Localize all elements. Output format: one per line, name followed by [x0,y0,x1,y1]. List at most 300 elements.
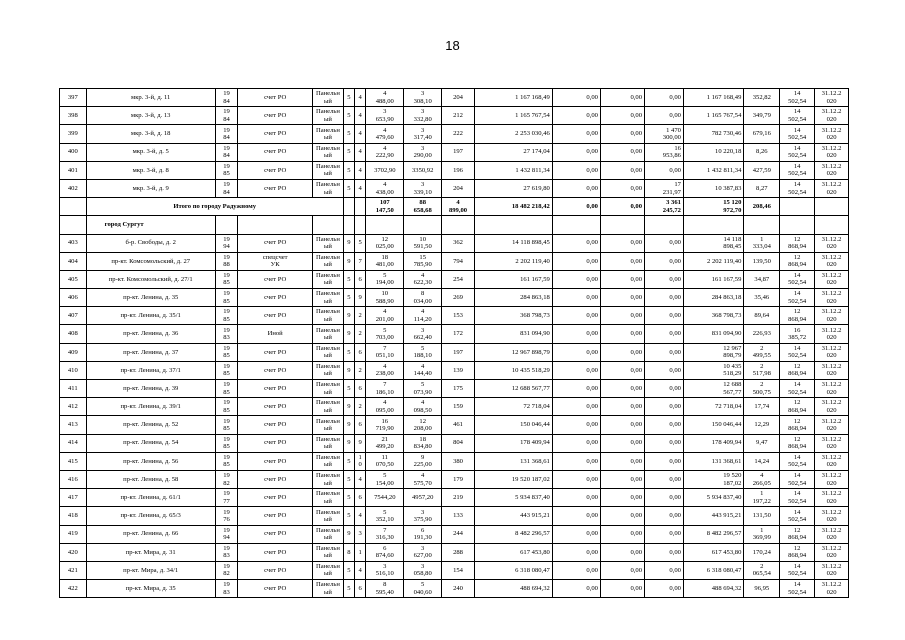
cell-a1: 4 479,60 [366,125,404,143]
cell-n: 405 [60,270,87,288]
cell-tot: 12 688 567,77 [474,380,552,398]
cell-n: 407 [60,307,87,325]
cell-pm: 4 266,05 [744,470,780,488]
cell-fl: 5 [343,580,354,598]
cell-empty [780,216,815,234]
cell-wall: Панельн ый [313,434,344,452]
cell-z1: 0,00 [552,416,600,434]
cell-a2: 4 575,70 [404,470,442,488]
cell-acct: счет РО [238,561,313,579]
cell-pm: 139,50 [744,252,780,270]
cell-a1: 12 025,00 [366,234,404,252]
cell-acct: счет РО [238,452,313,470]
cell-z3: 0,00 [645,289,684,307]
cell-z3: 0,00 [645,398,684,416]
cell-pers: 139 [442,361,475,379]
cell-ent: 6 [355,580,366,598]
cell-z1: 0,00 [552,89,600,107]
cell-pm: 349,79 [744,107,780,125]
cell-n: 399 [60,125,87,143]
cell-pm: 2 500,75 [744,380,780,398]
cell-z1: 0,00 [552,561,600,579]
cell-pers: 197 [442,143,475,161]
cell-z2: 0,00 [600,89,644,107]
cell-empty [60,216,87,234]
cell-tot: 443 915,21 [474,507,552,525]
cell-lim: 14 502,54 [780,580,815,598]
cell-acct: счет РО [238,489,313,507]
cell-a2: 4 622,30 [404,270,442,288]
cell-addr: пр-кт. Ленина, д. 54 [86,434,215,452]
cell-z1: 0,00 [552,234,600,252]
cell-acct: счет РО [238,398,313,416]
cell-tot: 12 967 898,79 [474,343,552,361]
cell-z2: 0,00 [600,543,644,561]
cell-date: 31.12.2 020 [815,434,849,452]
cell-pm: 12,29 [744,416,780,434]
cell-n: 420 [60,543,87,561]
cell-a2: 8 034,00 [404,289,442,307]
cell-z1: 0,00 [552,452,600,470]
cell-tot: 284 863,18 [474,289,552,307]
cell-wall: Панельн ый [313,325,344,343]
cell-ent: 6 [355,380,366,398]
cell-wall: Панельн ый [313,489,344,507]
city-label: город Сургут [86,216,215,234]
cell-addr: пр-кт. Комсомольский, д. 27 [86,252,215,270]
cell-acct: счет РО [238,434,313,452]
cell-year: 19 83 [215,580,238,598]
cell-own: 14 118 898,45 [683,234,743,252]
table-row [60,380,849,398]
cell-a2: 3 290,00 [404,143,442,161]
table-row [60,489,849,507]
cell-year: 19 76 [215,507,238,525]
cell-lim: 14 502,54 [780,270,815,288]
cell-pm: 2 499,55 [744,343,780,361]
cell-pers: 175 [442,380,475,398]
cell-a1: 3702,90 [366,161,404,179]
cell-pers: 794 [442,252,475,270]
cell-pm: 96,95 [744,580,780,598]
cell-z3: 16 953,86 [645,143,684,161]
cell-acct: счет РО [238,107,313,125]
table-row [60,289,849,307]
cell-a1: 18 481,00 [366,252,404,270]
cell-acct: счет РО [238,380,313,398]
cell-ent: 2 [355,398,366,416]
cell-lim: 14 502,54 [780,143,815,161]
cell-empty [355,216,366,234]
cell-lim: 16 385,72 [780,325,815,343]
cell-pers: 380 [442,452,475,470]
cell-pers: 222 [442,125,475,143]
cell-lim: 12 868,94 [780,525,815,543]
cell-year: 19 85 [215,289,238,307]
cell-year: 19 83 [215,543,238,561]
cell-a1: 4 238,00 [366,361,404,379]
cell-a2: 3 058,80 [404,561,442,579]
cell-ent: 6 [355,416,366,434]
cell-lim: 12 868,94 [780,252,815,270]
cell-addr: пр-кт. Ленина, д. 52 [86,416,215,434]
cell-a1: 3 516,10 [366,561,404,579]
cell-year: 19 85 [215,380,238,398]
table-row [60,398,849,416]
cell-fl: 5 [343,143,354,161]
cell-pm: 9,47 [744,434,780,452]
cell-z3: 0,00 [645,525,684,543]
cell-acct: счет РО [238,289,313,307]
cell-lim: 14 502,54 [780,107,815,125]
cell-lim: 12 868,94 [780,307,815,325]
cell-empty [683,216,743,234]
cell-ent: 4 [355,179,366,197]
cell-fl: 9 [343,307,354,325]
cell-pers: 172 [442,325,475,343]
cell-a1: 5 703,00 [366,325,404,343]
cell-fl: 5 [343,161,354,179]
cell-own: 150 046,44 [683,416,743,434]
cell-addr: пр-кт. Мира, д. 34/1 [86,561,215,579]
cell-date: 31.12.2 020 [815,525,849,543]
cell-pers: 204 [442,89,475,107]
cell-year: 19 94 [215,234,238,252]
cell-own: 368 798,73 [683,307,743,325]
cell-z1: 0,00 [552,143,600,161]
cell-addr: пр-кт. Ленина, д. 56 [86,452,215,470]
cell-lim: 14 502,54 [780,380,815,398]
cell-n: 410 [60,361,87,379]
cell-a2: 15 785,90 [404,252,442,270]
cell-z3: 0,00 [645,161,684,179]
cell-date: 31.12.2 020 [815,561,849,579]
cell-a2: 4 144,40 [404,361,442,379]
cell-year: 19 84 [215,143,238,161]
cell-a1: 4 488,00 [366,89,404,107]
cell-ent: 4 [355,561,366,579]
cell-date: 31.12.2 020 [815,452,849,470]
cell-lim: 14 502,54 [780,561,815,579]
cell-own: 488 694,32 [683,580,743,598]
cell-pm: 17,74 [744,398,780,416]
table-row [60,252,849,270]
cell-pm: 679,16 [744,125,780,143]
cell-date: 31.12.2 020 [815,470,849,488]
cell-z3: 0,00 [645,470,684,488]
cell-lim: 12 868,94 [780,543,815,561]
cell-addr: пр-кт. Ленина, д. 37/1 [86,361,215,379]
cell-fl: 9 [343,252,354,270]
cell-acct: счет РО [238,525,313,543]
cell-a1: 6 874,60 [366,543,404,561]
cell-z2: 0,00 [600,234,644,252]
cell-a1: 11 070,50 [366,452,404,470]
cell-ent: 7 [355,252,366,270]
cell-pers: 212 [442,107,475,125]
cell-date: 31.12.2 020 [815,289,849,307]
cell-z1: 0,00 [552,543,600,561]
cell-fl: 5 [343,289,354,307]
cell-lim: 12 868,94 [780,361,815,379]
cell-a1: 4 222,90 [366,143,404,161]
cell-a1: 4 201,00 [366,307,404,325]
cell-tot: 488 694,32 [474,580,552,598]
cell-own: 178 409,94 [683,434,743,452]
cell-acct: счет РО [238,507,313,525]
cell-z2: 0,00 [600,380,644,398]
cell-z3: 0,00 [645,580,684,598]
table-row [60,543,849,561]
cell-pm: 34,87 [744,270,780,288]
cell-a2: 4 098,50 [404,398,442,416]
cell-fl: 9 [343,234,354,252]
cell-n: 408 [60,325,87,343]
cell-n: 404 [60,252,87,270]
cell-acct: счет РО [238,161,313,179]
cell-n: 401 [60,161,87,179]
cell-lim: 14 502,54 [780,179,815,197]
total-area-1: 107 147,50 [366,198,404,216]
cell-date: 31.12.2 020 [815,161,849,179]
cell-z1: 0,00 [552,434,600,452]
cell-date: 31.12.2 020 [815,125,849,143]
cell-tot: 10 435 518,29 [474,361,552,379]
cell-tot: 8 482 296,57 [474,525,552,543]
table-row [60,452,849,470]
cell-date: 31.12.2 020 [815,580,849,598]
cell-addr: пр-кт. Ленина, д. 36 [86,325,215,343]
cell-z2: 0,00 [600,161,644,179]
cell-tot: 27 619,80 [474,179,552,197]
cell-year: 19 82 [215,470,238,488]
cell-a1: 5 154,00 [366,470,404,488]
total-own: 15 120 972,70 [683,198,743,216]
cell-z2: 0,00 [600,325,644,343]
cell-ent: 4 [355,107,366,125]
cell-addr: мкр. 3-й, д. 9 [86,179,215,197]
cell-tot: 178 409,94 [474,434,552,452]
cell-date: 31.12.2 020 [815,361,849,379]
cell-pers: 196 [442,161,475,179]
cell-empty [404,216,442,234]
cell-z1: 0,00 [552,270,600,288]
cell-pers: 159 [442,398,475,416]
cell-a2: 6 191,30 [404,525,442,543]
total-per-m2: 208,46 [744,198,780,216]
cell-z3: 0,00 [645,434,684,452]
table-row [60,343,849,361]
cell-acct: счет РО [238,416,313,434]
cell-tot: 72 718,04 [474,398,552,416]
cell-n: 419 [60,525,87,543]
cell-a2: 3 375,90 [404,507,442,525]
cell-z3: 1 470 300,00 [645,125,684,143]
total-persons: 4 899,00 [442,198,475,216]
housing-register-table [59,88,849,598]
cell-empty [60,198,87,216]
cell-wall: Панельн ый [313,525,344,543]
total-z2: 0,00 [600,198,644,216]
cell-z2: 0,00 [600,107,644,125]
cell-acct: счет РО [238,89,313,107]
cell-pers: 269 [442,289,475,307]
cell-n: 409 [60,343,87,361]
table-row [60,307,849,325]
cell-year: 19 82 [215,561,238,579]
cell-z2: 0,00 [600,270,644,288]
cell-wall: Панельн ый [313,343,344,361]
cell-year: 19 85 [215,161,238,179]
cell-year: 19 84 [215,89,238,107]
cell-year: 19 84 [215,125,238,143]
table-row [60,89,849,107]
cell-acct: счет РО [238,361,313,379]
cell-empty [355,198,366,216]
cell-pers: 204 [442,179,475,197]
cell-pers: 244 [442,525,475,543]
cell-ent: 6 [355,270,366,288]
cell-z3: 0,00 [645,234,684,252]
cell-empty [815,216,849,234]
cell-date: 31.12.2 020 [815,543,849,561]
cell-pm: 1 333,04 [744,234,780,252]
cell-wall: Панельн ый [313,289,344,307]
cell-fl: 9 [343,325,354,343]
cell-lim: 12 868,94 [780,234,815,252]
cell-pm: 2 065,54 [744,561,780,579]
cell-z2: 0,00 [600,434,644,452]
cell-z1: 0,00 [552,343,600,361]
cell-date: 31.12.2 020 [815,416,849,434]
cell-a2: 3350,92 [404,161,442,179]
cell-own: 1 165 767,54 [683,107,743,125]
cell-year: 19 85 [215,398,238,416]
cell-a1: 7 051,10 [366,343,404,361]
cell-date: 31.12.2 020 [815,489,849,507]
cell-year: 19 85 [215,452,238,470]
cell-a2: 12 208,00 [404,416,442,434]
cell-lim: 14 502,54 [780,507,815,525]
cell-own: 2 202 119,40 [683,252,743,270]
cell-z1: 0,00 [552,525,600,543]
cell-pm: 1 369,99 [744,525,780,543]
cell-z2: 0,00 [600,289,644,307]
cell-z1: 0,00 [552,307,600,325]
cell-addr: мкр. 3-й, д. 18 [86,125,215,143]
cell-wall: Панельн ый [313,234,344,252]
total-z1: 0,00 [552,198,600,216]
cell-z2: 0,00 [600,343,644,361]
cell-tot: 14 118 898,45 [474,234,552,252]
cell-wall: Панельн ый [313,470,344,488]
cell-empty [238,216,313,234]
cell-z2: 0,00 [600,561,644,579]
cell-z1: 0,00 [552,289,600,307]
cell-empty [815,198,849,216]
cell-lim: 14 502,54 [780,289,815,307]
city-section-row [60,216,849,234]
cell-a2: 5 073,90 [404,380,442,398]
cell-n: 417 [60,489,87,507]
cell-ent: 1 0 [355,452,366,470]
cell-year: 19 84 [215,107,238,125]
cell-z1: 0,00 [552,161,600,179]
cell-addr: пр-кт. Ленина, д. 61/1 [86,489,215,507]
cell-fl: 5 [343,489,354,507]
cell-empty [600,216,644,234]
table-row [60,179,849,197]
cell-own: 161 167,59 [683,270,743,288]
cell-pers: 219 [442,489,475,507]
cell-z3: 0,00 [645,361,684,379]
cell-z1: 0,00 [552,252,600,270]
cell-lim: 12 868,94 [780,416,815,434]
cell-pm: 1 197,22 [744,489,780,507]
cell-fl: 5 [343,89,354,107]
cell-z1: 0,00 [552,507,600,525]
cell-a2: 18 834,80 [404,434,442,452]
cell-pers: 362 [442,234,475,252]
cell-date: 31.12.2 020 [815,179,849,197]
cell-own: 10 387,83 [683,179,743,197]
cell-pm: 8,27 [744,179,780,197]
cell-wall: Панельн ый [313,580,344,598]
cell-addr: пр-кт. Ленина, д. 66 [86,525,215,543]
cell-acct: счет РО [238,343,313,361]
table-row [60,470,849,488]
cell-fl: 9 [343,361,354,379]
cell-own: 12 967 898,79 [683,343,743,361]
cell-pm: 8,26 [744,143,780,161]
cell-a2: 3 308,10 [404,89,442,107]
cell-addr: пр-кт. Ленина, д. 58 [86,470,215,488]
cell-z2: 0,00 [600,489,644,507]
cell-a1: 3 653,90 [366,107,404,125]
cell-n: 398 [60,107,87,125]
cell-lim: 14 502,54 [780,125,815,143]
cell-wall: Панельн ый [313,143,344,161]
cell-z3: 0,00 [645,252,684,270]
total-row [60,198,849,216]
cell-fl: 9 [343,434,354,452]
cell-a1: 7 316,30 [366,525,404,543]
cell-own: 831 094,90 [683,325,743,343]
cell-z3: 0,00 [645,343,684,361]
cell-z2: 0,00 [600,416,644,434]
cell-n: 416 [60,470,87,488]
cell-empty [442,216,475,234]
cell-acct: счет РО [238,580,313,598]
cell-year: 19 85 [215,307,238,325]
table-row [60,270,849,288]
cell-wall: Панельн ый [313,416,344,434]
table-row [60,125,849,143]
cell-z1: 0,00 [552,179,600,197]
cell-year: 19 85 [215,270,238,288]
cell-a2: 3 317,40 [404,125,442,143]
cell-z1: 0,00 [552,107,600,125]
cell-fl: 5 [343,125,354,143]
cell-fl: 5 [343,380,354,398]
cell-pers: 288 [442,543,475,561]
cell-fl: 5 [343,470,354,488]
cell-ent: 5 [355,234,366,252]
cell-wall: Панельн ый [313,179,344,197]
cell-a2: 4957,20 [404,489,442,507]
cell-z2: 0,00 [600,507,644,525]
cell-empty [313,216,344,234]
